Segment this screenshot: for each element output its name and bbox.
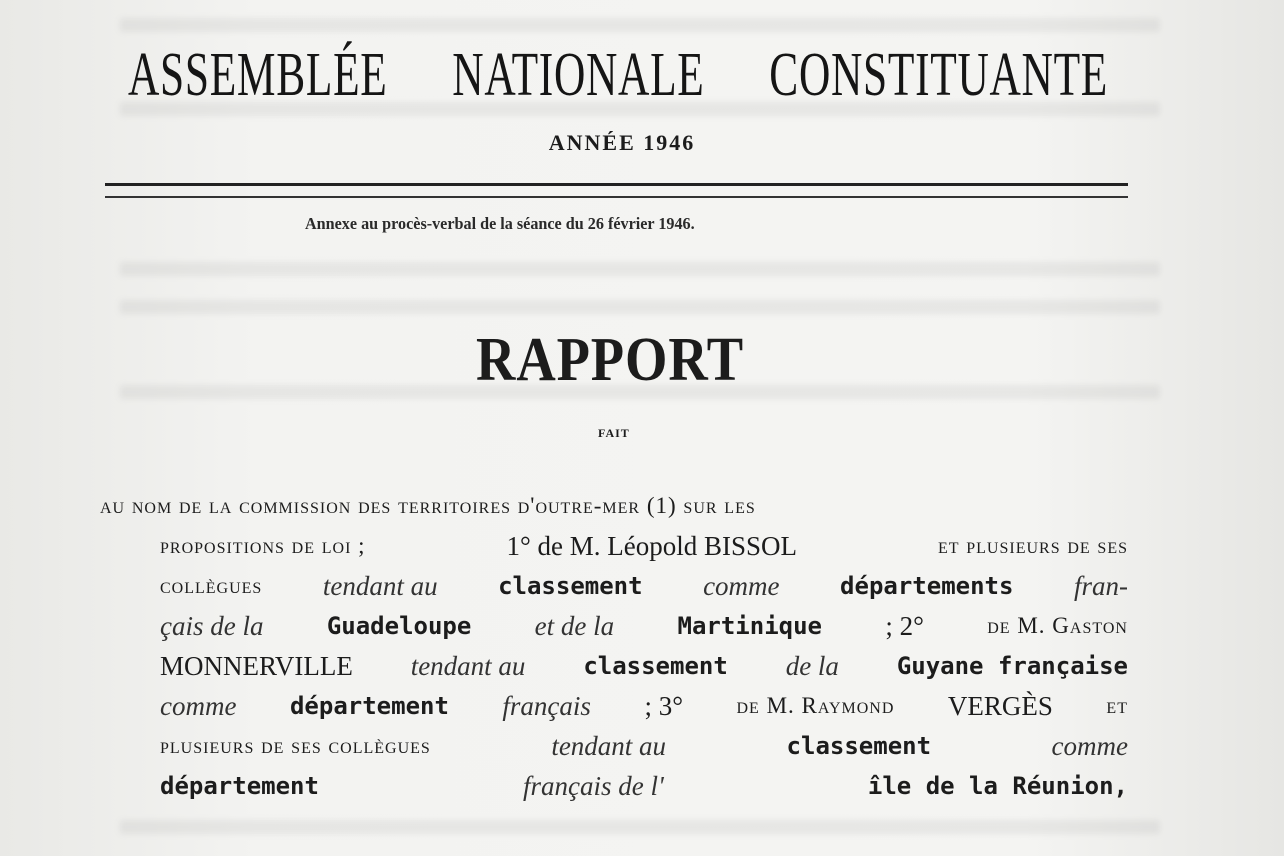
text-segment: de la — [785, 651, 839, 681]
text-segment: Guadeloupe — [326, 612, 472, 640]
text-segment: collègues — [160, 573, 263, 598]
text-segment: ; 3° — [644, 691, 683, 721]
text-segment: Guyane française — [896, 652, 1128, 680]
divider-thick — [105, 183, 1128, 186]
text-segment: Martinique — [677, 612, 822, 640]
text-segment: tendant au — [410, 651, 526, 681]
body-line — [100, 486, 1128, 526]
body-line — [160, 726, 1128, 766]
assembly-title: ASSEMBLÉE NATIONALE CONSTITUANTE — [128, 41, 1108, 109]
text-segment: tendant au — [322, 571, 438, 601]
text-segment: français de l' — [523, 771, 664, 801]
text-segment: comme — [1051, 731, 1128, 761]
assembly-title-wrap — [128, 40, 1108, 110]
text-segment: île de la Réunion, — [867, 772, 1128, 800]
text-segment: et plusieurs de ses — [937, 533, 1128, 558]
body-line — [160, 566, 1128, 606]
text-segment: tendant au — [551, 731, 667, 761]
year-line — [0, 130, 1284, 156]
text-segment: classement — [498, 572, 643, 600]
text-segment: comme — [703, 571, 780, 601]
text-segment: de M. Raymond — [736, 693, 895, 718]
body-line — [160, 526, 1128, 566]
text-segment: département — [160, 772, 319, 800]
text-segment: çais de la — [160, 611, 264, 641]
text-segment: ; 2° — [885, 611, 924, 641]
body-line — [160, 606, 1128, 646]
show-through-text — [120, 300, 1160, 314]
text-segment: départements — [840, 572, 1014, 600]
report-body — [100, 486, 1128, 806]
text-segment: et — [1106, 693, 1128, 718]
year-label: ANNÉE 1946 — [548, 130, 696, 155]
fait-label: FAIT — [598, 426, 630, 440]
text-segment: propositions de loi ; — [160, 533, 366, 558]
text-segment: français — [502, 691, 591, 721]
text-segment: 1° de M. Léopold BISSOL — [506, 531, 798, 561]
body-line — [160, 646, 1128, 686]
text-segment: au nom de la commission des territoires d'outre-mer (1) sur les — [100, 493, 756, 518]
text-segment: et de la — [534, 611, 615, 641]
show-through-text — [120, 18, 1160, 32]
text-segment: département — [289, 692, 449, 720]
report-heading: RAPPORT — [476, 326, 744, 394]
text-segment: MONNERVILLE — [160, 651, 353, 681]
text-segment: de M. Gaston — [987, 613, 1128, 638]
text-segment: comme — [160, 691, 237, 721]
body-line — [160, 766, 1128, 806]
text-segment: plusieurs de ses collègues — [160, 733, 431, 758]
divider-thin — [105, 196, 1128, 198]
text-segment: fran- — [1073, 571, 1128, 601]
show-through-text — [120, 262, 1160, 276]
annex-note: Annexe au procès-verbal de la séance du 26 février 1946. — [305, 214, 695, 233]
show-through-text — [120, 820, 1160, 834]
body-line — [160, 686, 1128, 726]
text-segment: classement — [786, 732, 932, 760]
text-segment: VERGÈS — [947, 691, 1053, 721]
text-segment: classement — [583, 652, 728, 680]
